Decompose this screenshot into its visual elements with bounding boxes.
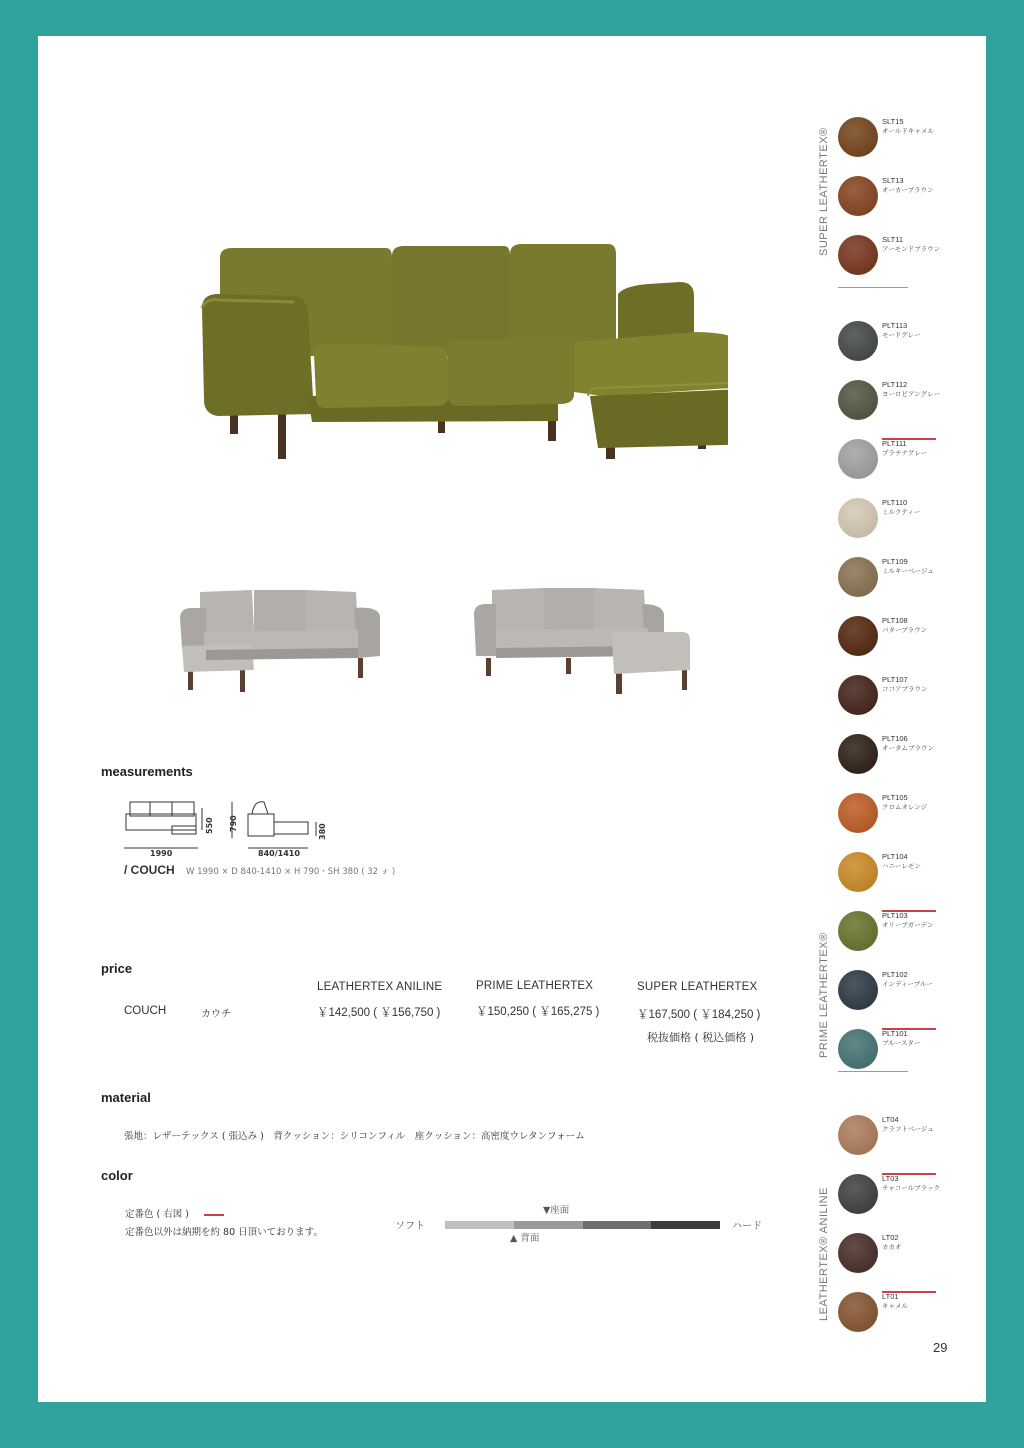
- standard-color-marker: [204, 1214, 224, 1216]
- standard-color-marker: [882, 910, 936, 912]
- softness-hard-label: ハード: [732, 1221, 762, 1232]
- standard-color-marker: [882, 438, 936, 440]
- material-title: material: [101, 1090, 151, 1105]
- swatch-name: ブルースター: [882, 1039, 921, 1047]
- dim-height: 790: [229, 815, 238, 832]
- back-marker: ▲ 背面: [510, 1233, 540, 1244]
- swatch-code: SLT13: [882, 176, 904, 185]
- color-swatch[interactable]: [838, 380, 878, 420]
- softness-scale-step: [445, 1221, 514, 1229]
- swatch-name: オーカーブラウン: [882, 186, 934, 194]
- swatch-code: LT04: [882, 1115, 899, 1124]
- swatch-name: アーモンドブラウン: [882, 245, 941, 253]
- group-label-prime: PRIME LEATHERTEX®: [818, 932, 830, 1058]
- swatch-code: LT02: [882, 1233, 899, 1242]
- swatch-name: オリーブガーデン: [882, 921, 934, 929]
- color-swatch[interactable]: [838, 852, 878, 892]
- dim-arm-height: 550: [205, 817, 214, 834]
- swatch-code: PLT107: [882, 675, 908, 684]
- softness-scale: [445, 1221, 720, 1229]
- swatch-code: PLT103: [882, 911, 908, 920]
- softness-scale-step: [651, 1221, 720, 1229]
- price-aniline: ￥142,500 ( ￥156,750 ): [317, 1007, 441, 1019]
- swatch-code: PLT106: [882, 734, 908, 743]
- swatch-name: クラフトベージュ: [882, 1125, 934, 1133]
- price-item-jp: カウチ: [201, 1009, 231, 1020]
- swatch-code: PLT112: [882, 380, 908, 389]
- swatch-code: PLT109: [882, 557, 908, 566]
- swatch-name: オールドキャメル: [882, 127, 934, 135]
- group-divider: [838, 1071, 908, 1072]
- price-prime: ￥150,250 ( ￥165,275 ): [476, 1006, 600, 1018]
- color-swatch[interactable]: [838, 176, 878, 216]
- color-swatch[interactable]: [838, 235, 878, 275]
- swatch-name: ミルキーベージュ: [882, 567, 934, 575]
- measurements-title: measurements: [101, 764, 193, 779]
- swatch-code: PLT110: [882, 498, 908, 507]
- catalog-page: [38, 36, 986, 1402]
- swatch-code: PLT105: [882, 793, 908, 802]
- color-swatch[interactable]: [838, 439, 878, 479]
- swatch-name: クロムオレンジ: [882, 803, 928, 811]
- swatch-code: PLT101: [882, 1029, 908, 1038]
- standard-color-marker: [882, 1028, 936, 1030]
- price-header-aniline: LEATHERTEX ANILINE: [317, 981, 443, 993]
- color-swatch[interactable]: [838, 498, 878, 538]
- swatch-name: チャコールブラック: [882, 1184, 941, 1192]
- swatch-name: ミルクティー: [882, 508, 921, 516]
- softness-scale-step: [514, 1221, 583, 1229]
- swatch-name: ハニーレモン: [882, 862, 921, 870]
- group-label-aniline: LEATHERTEX® ANILINE: [818, 1187, 830, 1321]
- swatch-code: PLT111: [882, 439, 907, 448]
- swatch-name: モードグレー: [882, 331, 921, 339]
- color-swatch[interactable]: [838, 793, 878, 833]
- color-swatch[interactable]: [838, 616, 878, 656]
- price-header-prime: PRIME LEATHERTEX: [476, 980, 594, 992]
- group-divider: [838, 287, 908, 288]
- price-super: ￥167,500 ( ￥184,250 ): [637, 1009, 761, 1021]
- softness-soft-label: ソフト: [395, 1221, 425, 1232]
- color-swatch[interactable]: [838, 970, 878, 1010]
- standard-color-note: 定番色 ( 右図 ): [125, 1209, 189, 1220]
- swatch-name: バターブラウン: [882, 626, 928, 634]
- color-swatch[interactable]: [838, 1029, 878, 1069]
- softness-scale-step: [583, 1221, 652, 1229]
- swatch-code: SLT15: [882, 117, 904, 126]
- standard-color-marker: [882, 1173, 936, 1175]
- swatch-code: PLT108: [882, 616, 908, 625]
- swatch-code: PLT102: [882, 970, 908, 979]
- lead-time-note: 定番色以外は納期を約 80 日頂いております。: [125, 1227, 323, 1238]
- seat-marker: ▼座面: [543, 1205, 570, 1216]
- material-text: 張地：レザーテックス ( 張込み ) 背クッション：シリコンフィル 座クッション：高密度ウレタンフォーム: [124, 1131, 585, 1142]
- main-sofa-image: [198, 236, 728, 466]
- swatch-name: オータムブラウン: [882, 744, 934, 752]
- swatch-name: ヨーロピアングレー: [882, 390, 941, 398]
- color-swatch[interactable]: [838, 1115, 878, 1155]
- swatch-name: ココアブラウン: [882, 685, 928, 693]
- price-header-super: SUPER LEATHERTEX: [637, 981, 758, 993]
- page-number: 29: [933, 1340, 948, 1355]
- price-title: price: [101, 961, 133, 976]
- price-item-en: COUCH: [124, 1005, 167, 1017]
- swatch-code: PLT113: [882, 321, 908, 330]
- dim-seat-height: 380: [318, 823, 327, 840]
- swatch-code: LT03: [882, 1174, 899, 1183]
- color-swatch[interactable]: [838, 734, 878, 774]
- sofa-gray-left-chaise-image: [178, 586, 388, 696]
- swatch-name: キャメル: [882, 1302, 908, 1310]
- standard-color-marker: [882, 1291, 936, 1293]
- model-spec: W 1990 × D 840-1410 × H 790・SH 380 ( 32 ォ ): [186, 867, 396, 877]
- color-swatch[interactable]: [838, 911, 878, 951]
- sofa-gray-ottoman-image: [472, 586, 694, 698]
- model-name: / COUCH: [124, 863, 175, 877]
- dim-depth: 840/1410: [258, 849, 300, 858]
- swatch-name: プラチナグレー: [882, 449, 928, 457]
- swatch-name: インディーブルー: [882, 980, 933, 988]
- swatch-code: SLT11: [882, 235, 903, 244]
- swatch-code: LT01: [882, 1292, 899, 1301]
- color-title: color: [101, 1168, 133, 1183]
- color-swatch[interactable]: [838, 321, 878, 361]
- color-swatch[interactable]: [838, 1233, 878, 1273]
- dim-width: 1990: [150, 849, 173, 858]
- swatch-name: カカオ: [882, 1243, 902, 1251]
- group-label-super: SUPER LEATHERTEX®: [818, 127, 830, 256]
- color-swatch[interactable]: [838, 675, 878, 715]
- color-swatch[interactable]: [838, 1174, 878, 1214]
- color-swatch[interactable]: [838, 557, 878, 597]
- color-swatch[interactable]: [838, 117, 878, 157]
- tax-note: 税抜価格 ( 税込価格 ): [647, 1031, 755, 1044]
- color-swatch[interactable]: [838, 1292, 878, 1332]
- swatch-code: PLT104: [882, 852, 908, 861]
